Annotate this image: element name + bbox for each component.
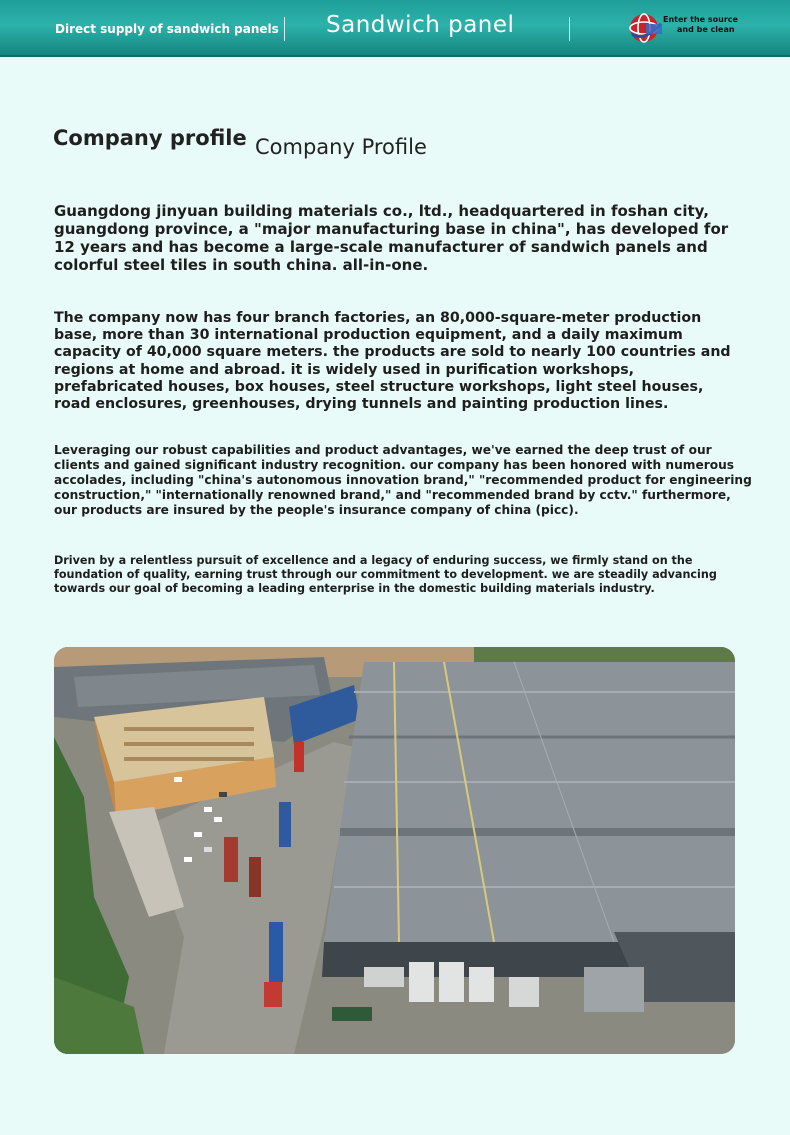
- mission-paragraph: Driven by a relentless pursuit of excellence and a legacy of enduring success, we firmly stand on the foundation of quality, earning trust through our commitment to development. we are steadily advancing towards our goal of becoming a leading enterprise in the domestic building materials industry.: [54, 554, 717, 595]
- slogan-line: Enter the source: [663, 15, 738, 24]
- capacity-paragraph: The company now has four branch factories, an 80,000-square-meter production base, more than 30 international production equipment, and a daily maximum capacity of 40,000 square meters. the products are sold to nearly 100 countries and regions at home and abroad. it is widely used in purification workshops, prefabricated houses, box houses, steel structure workshops, light steel houses, road enclosures, greenhouses, drying tunnels and painting production lines.: [54, 310, 731, 413]
- banner-divider: [569, 17, 570, 41]
- banner-tagline: Direct supply of sandwich panels: [55, 22, 279, 36]
- slogan-line: and be clean: [677, 25, 735, 34]
- banner-title: Sandwich panel: [326, 12, 515, 38]
- section-heading: Company profile: [53, 126, 247, 150]
- top-banner: [0, 0, 790, 57]
- section-subheading: Company Profile: [255, 135, 427, 159]
- banner-divider: [284, 17, 285, 41]
- globe-logo-icon: [628, 12, 664, 44]
- banner-slogan: [663, 15, 743, 35]
- factory-aerial-photo: [54, 647, 735, 1054]
- honors-paragraph: Leveraging our robust capabilities and product advantages, we've earned the deep trust of our clients and gained significant industry recognition. our company has been honored with numerous accolades, including "china's autonomous innovation brand," "recommended product for engineering construction," "internationally renowned brand," and "recommended brand by cctv." furthermore, our products are insured by the people's insurance company of china (picc).: [54, 443, 752, 517]
- intro-paragraph: Guangdong jinyuan building materials co., ltd., headquartered in foshan city, guangdong province, a "major manufacturing base in china", has developed for 12 years and has become a large-scale manufacturer of sandwich panels and colorful steel tiles in south china. all-in-one.: [54, 202, 729, 274]
